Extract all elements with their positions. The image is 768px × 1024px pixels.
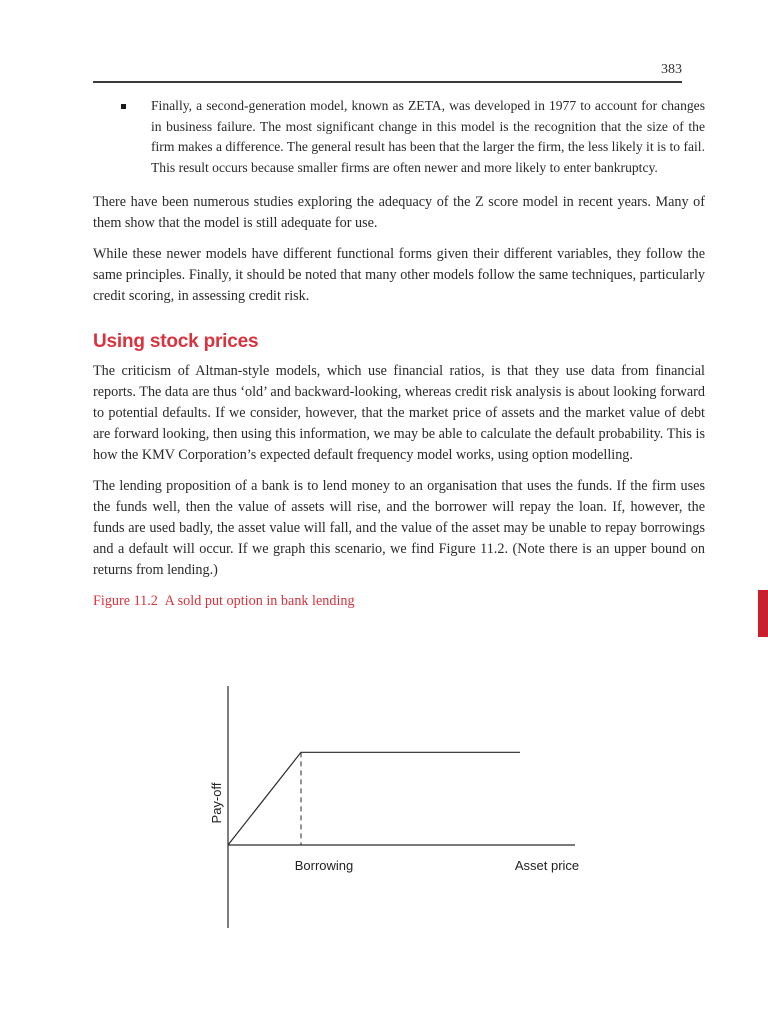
- figure-caption-text: A sold put option in bank lending: [164, 593, 355, 609]
- x-axis-label: Asset price: [514, 858, 580, 873]
- y-axis-label: Pay-off: [209, 782, 224, 824]
- section-heading: Using stock prices: [93, 331, 259, 352]
- payoff-line: [228, 752, 520, 845]
- paragraph: The criticism of Altman-style models, which use financial ratios, is that they use data from financial reports. The data are thus ‘old’ and backward-looking, whereas credit risk analysis is about looking forward to potential defaults. If we consider, however, that the market price of assets and the market value of debt are forward looking, then using this information, we may be able to calculate the default probability. This is how the KMV Corporation’s expected default frequency model works, using option modelling.: [93, 363, 705, 463]
- paragraph: While these newer models have different functional forms given their different variables, they follow the same principles. Finally, it should be noted that many other models follow the same techniques, particularly credit scoring, in assessing credit risk.: [93, 246, 705, 304]
- page-number: 383: [661, 62, 682, 77]
- paragraph: There have been numerous studies exploring the adequacy of the Z score model in recent years. Many of them show that the model is still adequate for use.: [93, 194, 705, 231]
- bullet-text: Finally, a second-generation model, known as ZETA, was developed in 1977 to account for changes in business failure. The most significant change in this model is the recognition that the size of the firm makes a difference. The general result has been that the larger the firm, the less likely it is to fail. This result occurs because smaller firms are often newer and more likely to enter bankruptcy.: [151, 98, 705, 175]
- figure-label: Figure 11.2: [93, 593, 158, 609]
- borrowing-label: Borrowing: [294, 858, 354, 873]
- paragraph: The lending proposition of a bank is to lend money to an organisation that uses the funds. If the firm uses the funds well, then the value of assets will rise, and the borrower will repay the loan. If, however, the funds are used badly, the asset value will fall, and the value of the asset may be unable to repay borrowings and a default will occur. If we graph this scenario, we find Figure 11.2. (Note there is an upper bound on returns from lending.): [93, 478, 705, 578]
